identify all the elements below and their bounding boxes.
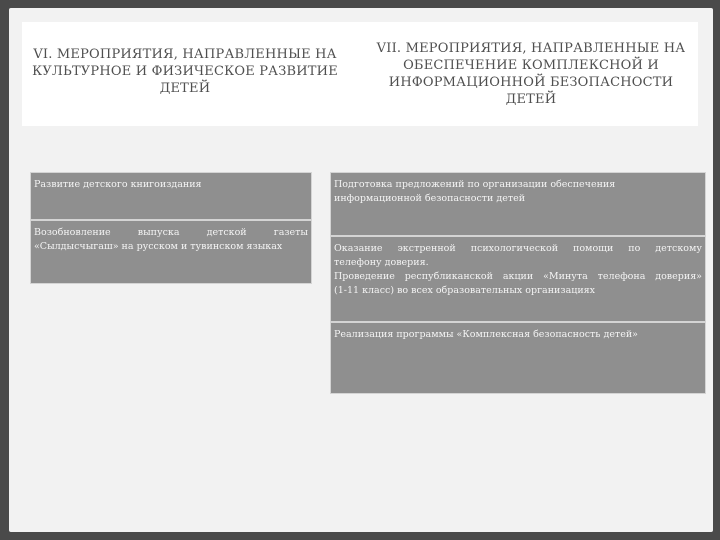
- item-children-newspaper: [30, 220, 312, 284]
- item-text-line-2: информационной безопасности детей: [334, 193, 526, 204]
- section-heading-vii: VII. МЕРОПРИЯТИЯ, НАПРАВЛЕННЫЕ НА ОБЕСПЕЧЕНИЕ КОМПЛЕКСНОЙ И ИНФОРМАЦИОННОЙ БЕЗОПАСНОСТИ ДЕТЕЙ: [376, 41, 686, 107]
- item-text-line-1: Оказание экстренной психологической помощи по детскому: [334, 243, 702, 254]
- item-text-line-3: Проведение республиканской акции «Минута телефона доверия»: [334, 271, 702, 282]
- item-text: Развитие детского книгоиздания: [34, 179, 202, 190]
- item-text-line-2: «Сылдысчыгаш» на русском и тувинском языках: [34, 241, 283, 252]
- item-helpline-psychological-aid: [330, 236, 706, 322]
- item-children-book-publishing: [30, 172, 312, 220]
- item-text-line-1: Подготовка предложений по организации обеспечения: [334, 179, 616, 190]
- item-text: Реализация программы «Комплексная безопасность детей»: [334, 329, 638, 340]
- section-heading-vi: VI. МЕРОПРИЯТИЯ, НАПРАВЛЕННЫЕ НА КУЛЬТУРНОЕ И ФИЗИЧЕСКОЕ РАЗВИТИЕ ДЕТЕЙ: [32, 47, 338, 96]
- item-text-line-1: Возобновление выпуска детской газеты: [34, 227, 308, 238]
- item-information-security-proposals: [330, 172, 706, 236]
- item-text-line-4: (1-11 класс) во всех образовательных организациях: [334, 285, 596, 296]
- item-text-line-2: телефону доверия.: [334, 257, 429, 268]
- item-comprehensive-safety-program: [330, 322, 706, 394]
